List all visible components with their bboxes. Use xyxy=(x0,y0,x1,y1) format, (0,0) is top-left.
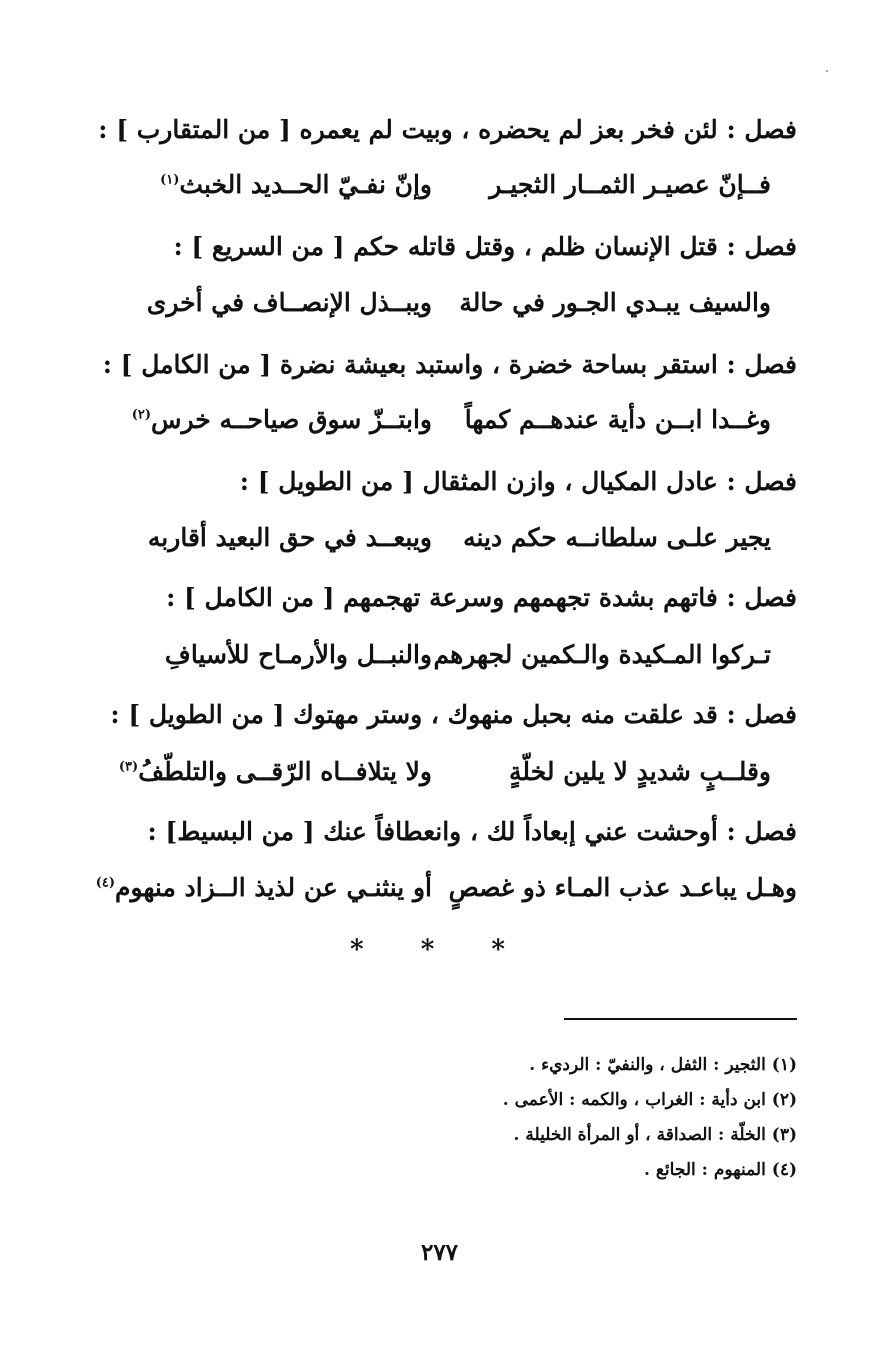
verse-4-second-hemistich: ويبعــد في حق البعيد أقاربه xyxy=(147,523,432,552)
verse-6-second-hemistich xyxy=(97,752,432,792)
stray-mark xyxy=(826,70,828,72)
section-separator: * * * xyxy=(350,935,529,965)
prose-line-4: فصل : عادل المكيال ، وازن المثقال [ من الطويل ] : xyxy=(239,467,797,496)
verse-6 xyxy=(97,752,797,792)
verse-3-first-hemistich: وغــدا ابــن دأية عندهــم كمهاً xyxy=(464,405,771,434)
verse-6-first-hemistich: وقلــبٍ شديدٍ لا يلين لخلّةٍ xyxy=(509,757,771,786)
verse-5-first-hemistich: تـركوا المـكيدة والـكمين لجهرهم xyxy=(433,640,771,669)
footnote-4: (٤) المنهوم : الجائع . xyxy=(644,1160,797,1180)
footnote-3: (٣) الخلّة : الصداقة ، أو المرأة الخليلة . xyxy=(513,1125,797,1145)
verse-4-first-hemistich: يجير علـى سلطانــه حكم دينه xyxy=(463,523,771,552)
verse-3-second-text: وابتــزّ سوق صياحــه خرس xyxy=(151,405,432,434)
verse-1-second-text: وإنّ نفـيّ الحــديد الخبث xyxy=(179,170,432,199)
footnote-1: (١) الثجير : الثفل ، والنفيّ : الرديء . xyxy=(529,1055,797,1075)
verse-6-second-text: ولا يتلافــاه الرّقــى والتلطّفُ xyxy=(138,757,432,786)
footnote-ref-3: (٣) xyxy=(118,759,139,775)
footnote-ref-1: (١) xyxy=(160,172,180,188)
prose-line-6: فصل : قد علقت منه بحبل منهوك ، وستر مهتوك [ من الطويل ] : xyxy=(110,700,797,729)
verse-7-second-text: أو ينثنـي عن لذيذ الــزاد منهوم xyxy=(115,873,432,902)
verse-1-second-hemistich xyxy=(97,165,432,205)
verse-2-first-hemistich: والسيف يبـدي الجـور في حالة xyxy=(459,288,771,317)
verse-7-first-hemistich: وهـل يباعـد عذب المـاء ذو غصصٍ xyxy=(448,873,797,902)
verse-4 xyxy=(97,518,797,558)
footnote-ref-4: (٤) xyxy=(95,875,115,891)
verse-5 xyxy=(97,635,797,675)
verse-7-second-hemistich xyxy=(97,868,432,908)
prose-line-3: فصل : استقر بساحة خضرة ، واستبد بعيشة نضرة [ من الكامل ] : xyxy=(102,350,797,379)
verse-1 xyxy=(97,165,797,205)
verse-2 xyxy=(97,283,797,323)
verse-3 xyxy=(97,400,797,440)
footnote-2: (٢) ابن دأية : الغراب ، والكمه : الأعمى . xyxy=(502,1090,797,1110)
prose-line-7: فصل : أوحشت عني إبعاداً لك ، وانعطافاً عنك [ من البسيط] : xyxy=(147,817,797,846)
verse-3-second-hemistich xyxy=(97,400,432,440)
prose-line-5: فصل : فاتهم بشدة تجهمهم وسرعة تهجمهم [ من الكامل ] : xyxy=(166,583,797,612)
page-number: ٢٧٧ xyxy=(420,1239,459,1266)
verse-5-second-hemistich: والنبــل والأرمـاح للأسيافِ xyxy=(164,640,432,669)
verse-7 xyxy=(97,868,797,908)
verse-1-first-hemistich: فــإنّ عصيـر الثمــار الثجيـر xyxy=(489,170,771,199)
prose-line-2: فصل : قتل الإنسان ظلم ، وقتل قاتله حكم [ من السريع ] : xyxy=(173,232,797,261)
verse-2-second-hemistich: ويبــذل الإنصــاف في أخرى xyxy=(146,288,432,317)
prose-line-1: فصل : لئن فخر بعز لم يحضره ، وبيت لم يعمره [ من المتقارب ] : xyxy=(98,115,797,144)
footnote-ref-2: (٢) xyxy=(131,407,151,423)
footnote-rule xyxy=(564,1018,797,1020)
